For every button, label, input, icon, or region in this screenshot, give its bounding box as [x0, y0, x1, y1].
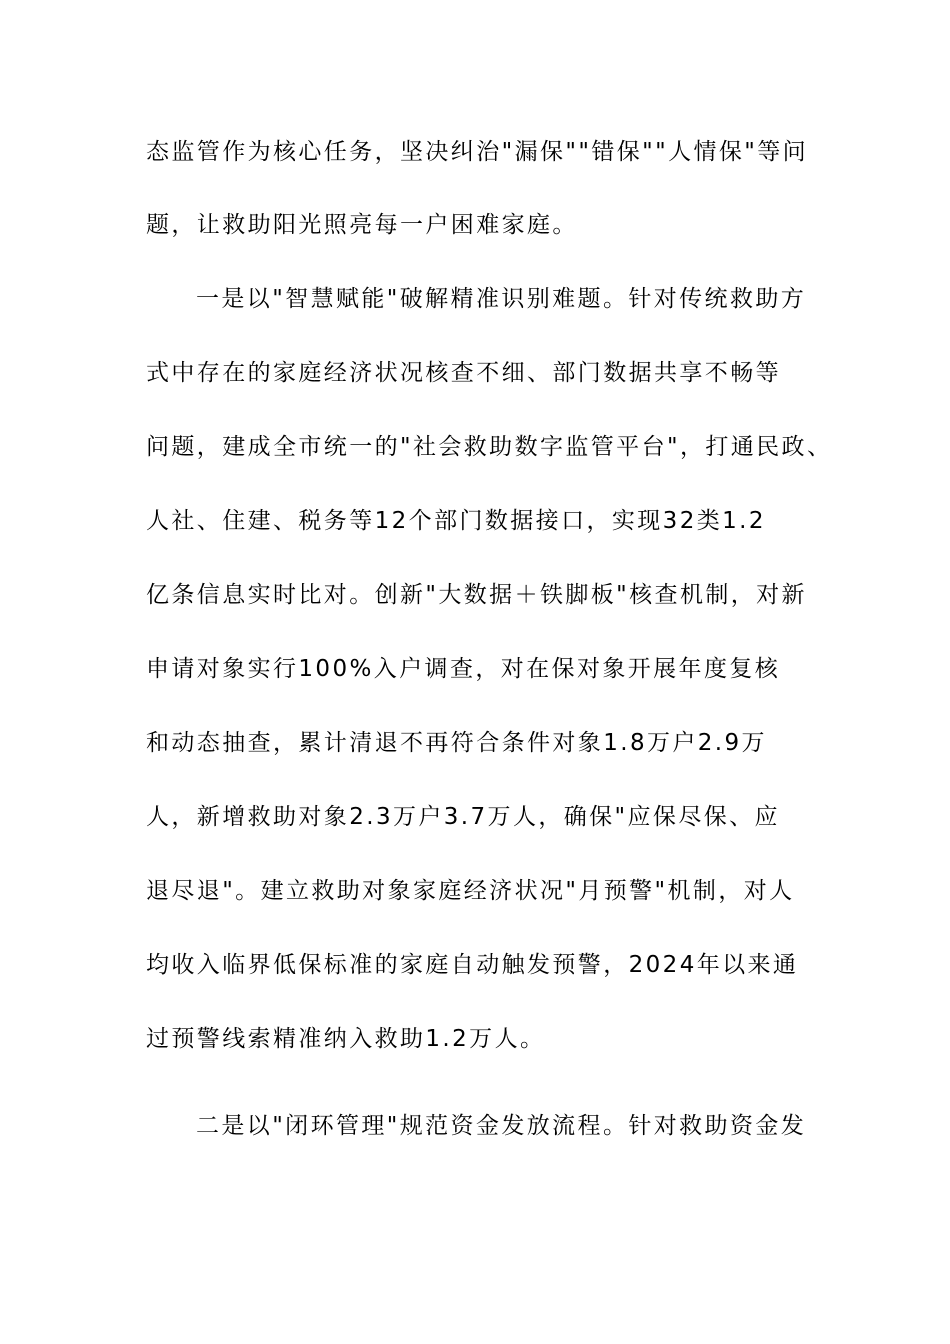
text-line-2: 题，让救助阳光照亮每一户困难家庭。	[146, 212, 578, 238]
text-line-10: 人，新增救助对象2.3万户3.7万人，确保"应保尽保、应	[146, 804, 780, 830]
text-line-4: 式中存在的家庭经济状况核查不细、部门数据共享不畅等	[146, 360, 781, 386]
text-line-9: 和动态抽查，累计清退不再符合条件对象1.8万户2.9万	[146, 730, 767, 756]
text-line-6: 人社、住建、税务等12个部门数据接口，实现32类1.2	[146, 508, 766, 534]
text-line-13: 过预警线索精准纳入救助1.2万人。	[146, 1026, 546, 1052]
text-line-5: 问题，建成全市统一的"社会救助数字监管平台"，打通民政、	[146, 434, 833, 460]
text-line-12: 均收入临界低保标准的家庭自动触发预警，2024年以来通	[146, 952, 799, 978]
text-line-8: 申请对象实行100%入户调查，对在保对象开展年度复核	[146, 656, 781, 682]
text-line-1: 态监管作为核心任务，坚决纠治"漏保""错保""人情保"等问	[146, 139, 809, 165]
paragraph-1-first-line: 一是以"智慧赋能"破解精准识别难题。针对传统救助方	[196, 286, 807, 312]
text-line-7: 亿条信息实时比对。创新"大数据＋铁脚板"核查机制，对新	[146, 582, 807, 608]
text-line-11: 退尽退"。建立救助对象家庭经济状况"月预警"机制，对人	[146, 878, 795, 904]
paragraph-2-first-line: 二是以"闭环管理"规范资金发放流程。针对救助资金发	[196, 1113, 807, 1139]
